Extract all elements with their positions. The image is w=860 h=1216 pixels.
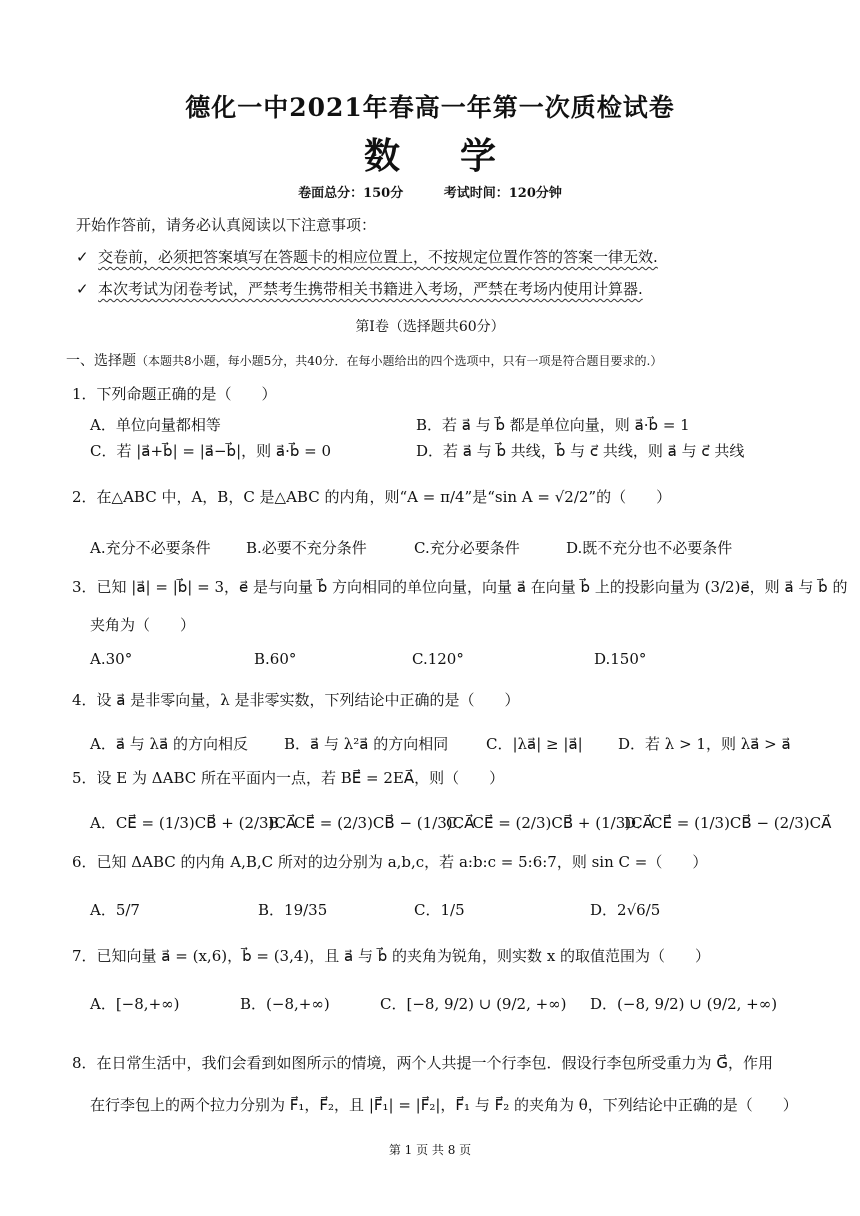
q1-option-b: B．若 a⃗ 与 b⃗ 都是单位向量，则 a⃗·b⃗ = 1: [416, 416, 690, 434]
question-8-cont: 在行李包上的两个拉力分别为 F⃗₁，F⃗₂，且 |F⃗₁| = |F⃗₂|，F⃗₁ 与 F⃗₂ 的夹角为 θ，下列结论中正确的是（ ）: [90, 1096, 798, 1114]
question-6: 6．已知 ΔABC 的内角 A,B,C 所对的边分别为 a,b,c，若 a:b:c = 5:6:7，则 sin C =（ ）: [72, 853, 708, 871]
question-8: 8．在日常生活中，我们会看到如图所示的情境，两个人共提一个行李包．假设行李包所受重力为 G⃗，作用: [72, 1054, 773, 1072]
q5-option-a: A．CE⃗ = (1/3)CB⃗ + (2/3)CA⃗: [90, 814, 297, 832]
q4-option-d: D．若 λ > 1，则 λa⃗ > a⃗: [618, 735, 791, 753]
exam-meta: [0, 182, 860, 201]
notice-item: ✓ 本次考试为闭卷考试，严禁考生携带相关书籍进入考场，严禁在考场内使用计算器.: [76, 280, 643, 298]
q5-option-d: D．CE⃗ = (1/3)CB⃗ − (2/3)CA⃗: [624, 814, 832, 832]
check-icon: ✓: [76, 280, 89, 298]
exam-time: 考试时间：120分钟: [443, 186, 562, 201]
q3-option-b: B.60°: [254, 650, 297, 668]
notice-intro: 开始作答前，请务必认真阅读以下注意事项：: [76, 216, 377, 234]
check-icon: ✓: [76, 248, 89, 266]
q4-option-b: B．a⃗ 与 λ²a⃗ 的方向相同: [284, 735, 449, 753]
question-3: 3．已知 |a⃗| = |b⃗| = 3，e⃗ 是与向量 b⃗ 方向相同的单位向量，向量 a⃗ 在向量 b⃗ 上的投影向量为 (3/2)e⃗，则 a⃗ 与 b⃗ 的: [72, 578, 848, 596]
page-footer: 第 1 页 共 8 页: [388, 1143, 472, 1157]
question-4: 4．设 a⃗ 是非零向量，λ 是非零实数，下列结论中正确的是（ ）: [72, 691, 520, 709]
total-score: 卷面总分：150分: [298, 186, 404, 201]
q7-option-d: D．(−8, 9/2) ∪ (9/2, +∞): [590, 995, 778, 1013]
q6-option-b: B．19/35: [258, 901, 328, 919]
q5-option-b: B．CE⃗ = (2/3)CB⃗ − (1/3)CA⃗: [268, 814, 475, 832]
q3-option-c: C.120°: [412, 650, 464, 668]
question-7: 7．已知向量 a⃗ = (x,6)，b⃗ = (3,4)，且 a⃗ 与 b⃗ 的夹角为锐角，则实数 x 的取值范围为（ ）: [72, 947, 711, 965]
question-5: 5．设 E 为 ΔABC 所在平面内一点，若 BE⃗ = 2EA⃗，则（ ）: [72, 769, 505, 787]
q1-option-a: A．单位向量都相等: [90, 416, 221, 434]
section-title: 第Ⅰ卷（选择题共60分）: [355, 319, 505, 335]
q4-option-a: A．a⃗ 与 λa⃗ 的方向相反: [90, 735, 249, 753]
q7-option-c: C．[−8, 9/2) ∪ (9/2, +∞): [380, 995, 567, 1013]
notice-item: ✓ 交卷前，必须把答案填写在答题卡的相应位置上，不按规定位置作答的答案一律无效.: [76, 248, 658, 266]
q1-option-c: C．若 |a⃗+b⃗| = |a⃗−b⃗|，则 a⃗·b⃗ = 0: [90, 442, 332, 460]
subject-heading: 数学: [363, 135, 556, 177]
q3-option-a: A.30°: [90, 650, 133, 668]
exam-title: 德化一中2021年春高一年第一次质检试卷: [185, 93, 675, 122]
part-note: （本题共8小题，每小题5分，共40分．在每小题给出的四个选项中，只有一项是符合题目要求的.）: [136, 354, 663, 368]
q6-option-a: A．5/7: [90, 901, 140, 919]
q7-option-b: B．(−8,+∞): [240, 995, 330, 1013]
q2-option-c: C.充分必要条件: [414, 539, 520, 557]
q6-option-d: D．2√6/5: [590, 901, 661, 919]
q7-option-a: A．[−8,+∞): [90, 995, 180, 1013]
q2-option-d: D.既不充分也不必要条件: [566, 539, 733, 557]
question-1: 1．下列命题正确的是（ ）: [72, 385, 277, 403]
q1-option-d: D．若 a⃗ 与 b⃗ 共线，b⃗ 与 c⃗ 共线，则 a⃗ 与 c⃗ 共线: [416, 442, 745, 460]
q3-option-d: D.150°: [594, 650, 647, 668]
q2-option-a: A.充分不必要条件: [90, 539, 211, 557]
q2-option-b: B.必要不充分条件: [246, 539, 367, 557]
part-heading: [66, 350, 662, 370]
q5-option-c: C．CE⃗ = (2/3)CB⃗ + (1/3)CA⃗: [446, 814, 653, 832]
q6-option-c: C．1/5: [414, 901, 465, 919]
part-label: 一、选择题: [66, 353, 136, 369]
q4-option-c: C．|λa⃗| ≥ |a⃗|: [486, 735, 583, 753]
question-2: 2．在△ABC 中，A，B，C 是△ABC 的内角，则“A = π/4”是“sin A = √2/2”的（ ）: [72, 488, 672, 506]
question-3-cont: 夹角为（ ）: [90, 616, 196, 634]
